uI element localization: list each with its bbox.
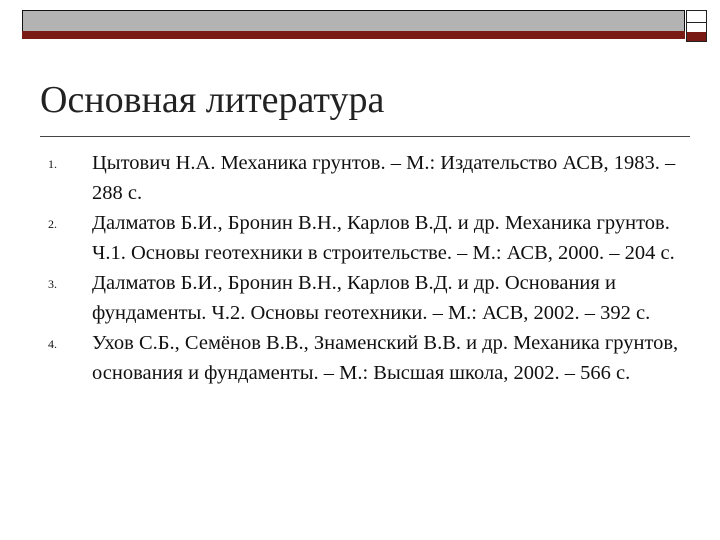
reference-number: 1. xyxy=(48,157,57,171)
reference-number: 2. xyxy=(48,217,57,231)
reference-item-1 xyxy=(40,148,680,208)
reference-number: 4. xyxy=(48,337,57,351)
corner-accent-fill xyxy=(687,32,706,41)
header-accent-stripe xyxy=(22,31,685,39)
reference-text: Ухов С.Б., Семёнов В.В., Знаменский В.В. и др. Механика грунтов, основания и фундаменты. – М.: Высшая школа, 2002. – 566 с. xyxy=(92,332,679,384)
reference-item-4 xyxy=(40,328,680,388)
slide-title: Основная литература xyxy=(40,79,385,121)
reference-number: 3. xyxy=(48,277,57,291)
reference-text: Далматов Б.И., Бронин В.Н., Карлов В.Д. и др. Механика грунтов. Ч.1. Основы геотехники в строительстве. – М.: АСВ, 2000. – 204 с. xyxy=(92,212,675,264)
reference-text: Цытович Н.А. Механика грунтов. – М.: Издательство АСВ, 1983. – 288 с. xyxy=(92,152,676,204)
reference-list xyxy=(40,148,680,388)
corner-square-accent-decoration xyxy=(686,22,707,42)
reference-text: Далматов Б.И., Бронин В.Н., Карлов В.Д. и др. Основания и фундаменты. Ч.2. Основы геотехники. – М.: АСВ, 2002. – 392 с. xyxy=(92,272,651,324)
reference-item-3 xyxy=(40,268,680,328)
title-divider xyxy=(40,136,690,137)
header-band xyxy=(22,10,685,32)
reference-item-2 xyxy=(40,208,680,268)
